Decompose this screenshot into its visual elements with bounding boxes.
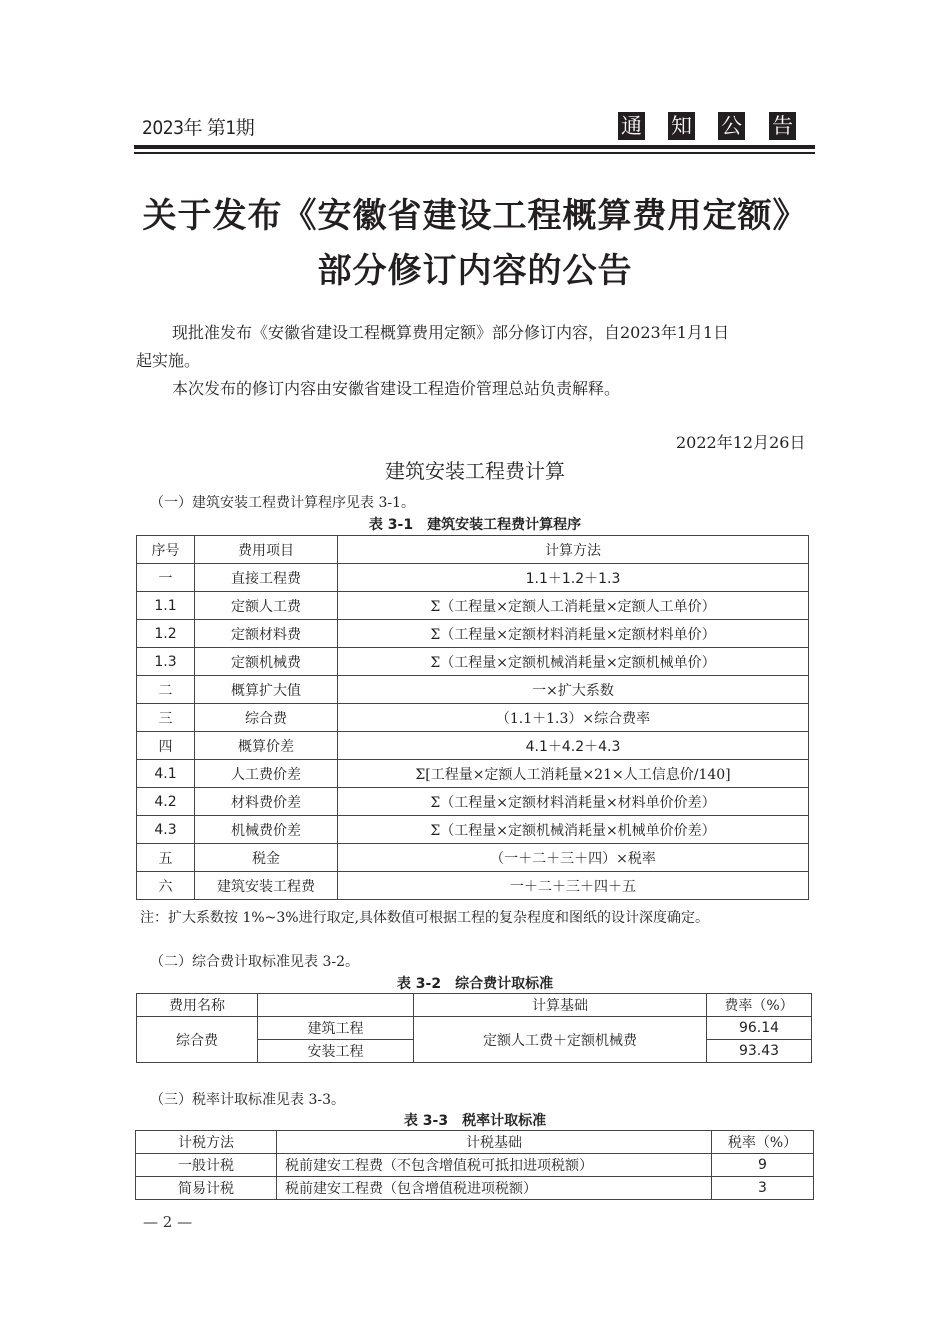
body-paragraph-1-cont: 起实施。 <box>136 351 201 370</box>
row-item: 直接工程费 <box>195 564 338 592</box>
header-cell: 费用名称 <box>137 994 258 1017</box>
row-item: 概算扩大值 <box>195 676 338 704</box>
table1-caption: 表 3-1 建筑安装工程费计算程序 <box>368 517 582 533</box>
project-type: 安装工程 <box>258 1040 414 1063</box>
table-row <box>137 760 809 788</box>
table-row <box>137 788 809 816</box>
row-method: 一×扩大系数 <box>338 676 809 704</box>
row-method: （1.1＋1.3）×综合费率 <box>338 704 809 732</box>
header-cell: 费用项目 <box>195 536 338 564</box>
tax-method: 一般计税 <box>136 1154 277 1177</box>
table-tax-rate <box>135 1130 814 1200</box>
table1-note: 注：扩大系数按 1%~3%进行取定,具体数值可根据工程的复杂程度和图纸的设计深度确定。 <box>140 910 710 926</box>
row-method: Σ[工程量×定额人工消耗量×21×人工信息价/140] <box>338 760 809 788</box>
section2-intro: （二）综合费计取标准见表 3-2。 <box>150 954 359 970</box>
row-id: 4.1 <box>137 760 195 788</box>
table-header-row <box>136 1131 814 1154</box>
row-item: 机械费价差 <box>195 816 338 844</box>
fee-name: 综合费 <box>137 1017 258 1063</box>
section3-intro: （三）税率计取标准见表 3-3。 <box>150 1092 345 1108</box>
table-row <box>137 844 809 872</box>
row-id: 1.1 <box>137 592 195 620</box>
tax-basis: 税前建安工程费（包含增值税进项税额） <box>277 1177 712 1200</box>
section1-intro: （一）建筑安装工程费计算程序见表 3-1。 <box>150 495 415 511</box>
row-item: 概算价差 <box>195 732 338 760</box>
header-rule-thick <box>134 145 815 149</box>
table-row <box>137 732 809 760</box>
page-title-line1: 关于发布《安徽省建设工程概算费用定额》 <box>142 196 808 236</box>
column-title-char: 知 <box>668 112 695 140</box>
row-method: Σ（工程量×定额材料消耗量×材料单价价差） <box>338 788 809 816</box>
row-id: 1.3 <box>137 648 195 676</box>
table-row <box>136 1177 814 1200</box>
table-row <box>137 648 809 676</box>
header-cell: 计税方法 <box>136 1131 277 1154</box>
calc-basis: 定额人工费＋定额机械费 <box>414 1017 707 1063</box>
project-type: 建筑工程 <box>258 1017 414 1040</box>
fee-rate: 96.14 <box>707 1017 812 1040</box>
row-method: Σ（工程量×定额人工消耗量×定额人工单价） <box>338 592 809 620</box>
header-cell: 计税基础 <box>277 1131 712 1154</box>
row-id: 四 <box>137 732 195 760</box>
row-item: 定额材料费 <box>195 620 338 648</box>
table-row <box>137 1017 812 1040</box>
header-rule-thin <box>134 152 815 154</box>
row-item: 建筑安装工程费 <box>195 872 338 900</box>
row-item: 定额机械费 <box>195 648 338 676</box>
tax-method: 简易计税 <box>136 1177 277 1200</box>
column-title-char: 告 <box>769 112 796 140</box>
header-cell: 费率（%） <box>707 994 812 1017</box>
page-number: — 2 — <box>143 1213 193 1231</box>
row-item: 税金 <box>195 844 338 872</box>
header-cell: 序号 <box>137 536 195 564</box>
header-cell: 计算基础 <box>414 994 707 1017</box>
row-id: 六 <box>137 872 195 900</box>
row-method: Σ（工程量×定额材料消耗量×定额材料单价） <box>338 620 809 648</box>
row-method: 一＋二＋三＋四＋五 <box>338 872 809 900</box>
table-row <box>137 872 809 900</box>
row-method: Σ（工程量×定额机械消耗量×定额机械单价） <box>338 648 809 676</box>
header-cell: 税率（%） <box>712 1131 814 1154</box>
table-row <box>136 1154 814 1177</box>
issue-label: 2023年 第1期 <box>142 117 255 139</box>
column-title-char: 公 <box>718 112 745 140</box>
publish-date: 2022年12月26日 <box>676 433 806 452</box>
row-id: 4.2 <box>137 788 195 816</box>
body-paragraph-2: 本次发布的修订内容由安徽省建设工程造价管理总站负责解释。 <box>172 379 621 398</box>
fee-rate: 93.43 <box>707 1040 812 1063</box>
row-method: （一＋二＋三＋四）×税率 <box>338 844 809 872</box>
row-id: 一 <box>137 564 195 592</box>
table3-caption: 表 3-3 税率计取标准 <box>403 1113 547 1129</box>
header-cell: 计算方法 <box>338 536 809 564</box>
row-id: 三 <box>137 704 195 732</box>
table-row <box>137 704 809 732</box>
body-paragraph-1: 现批准发布《安徽省建设工程概算费用定额》部分修订内容，自2023年1月1日 <box>172 323 730 342</box>
table-row <box>137 592 809 620</box>
table-header-row <box>137 994 812 1017</box>
section-heading: 建筑安装工程费计算 <box>385 459 565 483</box>
row-id: 1.2 <box>137 620 195 648</box>
row-item: 人工费价差 <box>195 760 338 788</box>
row-method: Σ（工程量×定额机械消耗量×机械单价价差） <box>338 816 809 844</box>
table-header-row <box>137 536 809 564</box>
table-row <box>137 564 809 592</box>
table2-caption: 表 3-2 综合费计取标准 <box>396 976 554 992</box>
table-row <box>137 620 809 648</box>
table-row <box>137 676 809 704</box>
row-method: 4.1＋4.2＋4.3 <box>338 732 809 760</box>
row-item: 综合费 <box>195 704 338 732</box>
row-id: 五 <box>137 844 195 872</box>
row-method: 1.1＋1.2＋1.3 <box>338 564 809 592</box>
row-id: 二 <box>137 676 195 704</box>
tax-rate: 3 <box>712 1177 814 1200</box>
row-item: 材料费价差 <box>195 788 338 816</box>
page-title-line2: 部分修订内容的公告 <box>317 251 633 291</box>
row-id: 4.3 <box>137 816 195 844</box>
table-row <box>137 816 809 844</box>
table-comprehensive-fee <box>136 993 812 1063</box>
tax-basis: 税前建安工程费（不包含增值税可抵扣进项税额） <box>277 1154 712 1177</box>
header-cell <box>258 994 414 1017</box>
table-calculation-procedure <box>136 535 809 900</box>
column-title-char: 通 <box>618 112 645 140</box>
row-item: 定额人工费 <box>195 592 338 620</box>
tax-rate: 9 <box>712 1154 814 1177</box>
